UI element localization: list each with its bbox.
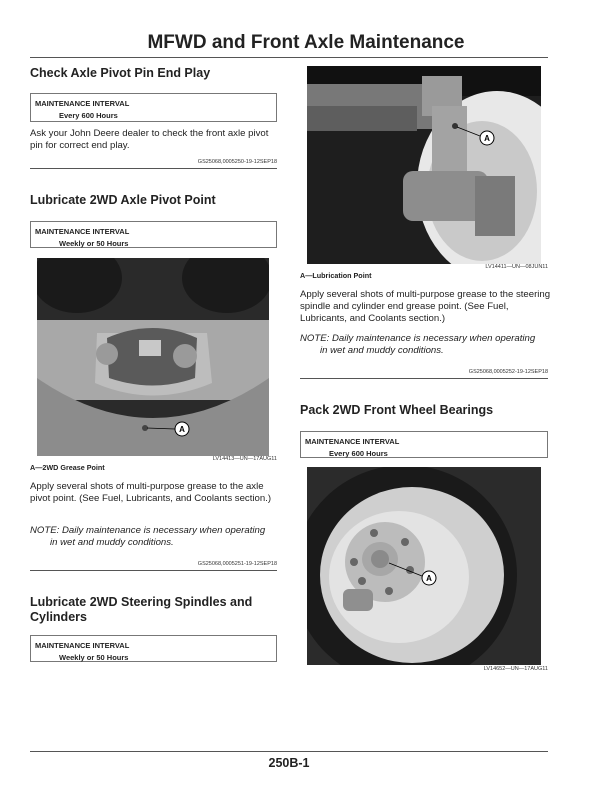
maintenance-interval-box xyxy=(300,431,548,458)
axle-pivot-photo xyxy=(37,258,269,456)
section-body: Apply several shots of multi-purpose grease to the steering spindle and cylinder end grease point. (See Fuel, Lubricants, and Coolants section.) xyxy=(300,289,551,324)
wheel-bearing-photo xyxy=(307,467,541,665)
figure-caption: A—2WD Grease Point xyxy=(30,463,105,472)
heading-line-1: Lubricate 2WD Steering Spindles and xyxy=(30,595,253,609)
note-line-2: in wet and muddy conditions. xyxy=(50,536,174,548)
callout-a: A xyxy=(484,134,490,143)
interval-label: MAINTENANCE INTERVAL xyxy=(35,641,130,650)
reference-code: GS25068,0005250-19-12SEP18 xyxy=(197,159,277,165)
note-line-2: in wet and muddy conditions. xyxy=(320,344,444,356)
reference-code: GS25068,0005251-19-12SEP18 xyxy=(197,561,277,567)
section-heading-steering-spindles xyxy=(30,595,252,625)
note-line-1: NOTE: Daily maintenance is necessary when operating xyxy=(300,333,536,344)
note-line-1: NOTE: Daily maintenance is necessary when operating xyxy=(30,525,266,536)
section-heading-front-wheel-bearings: Pack 2WD Front Wheel Bearings xyxy=(300,403,494,417)
section-rule xyxy=(30,570,277,571)
section-heading-axle-pivot-point: Lubricate 2WD Axle Pivot Point xyxy=(30,193,216,207)
page-title: MFWD and Front Axle Maintenance xyxy=(147,32,465,53)
interval-value: Weekly or 50 Hours xyxy=(59,653,129,662)
maintenance-note xyxy=(30,525,282,549)
heading-line-2: Cylinders xyxy=(30,610,87,624)
section-body: Apply several shots of multi-purpose grease to the axle pivot point. (See Fuel, Lubricants, and Coolants section.) xyxy=(30,481,272,504)
image-code: LV14652—UN—17AUG11 xyxy=(483,666,548,672)
section-rule xyxy=(300,378,548,379)
callout-a: A xyxy=(179,425,185,434)
interval-label: MAINTENANCE INTERVAL xyxy=(35,227,130,236)
footer-rule xyxy=(30,751,548,752)
steering-spindle-photo xyxy=(307,66,541,264)
title-rule xyxy=(30,57,548,58)
maintenance-interval-box xyxy=(30,221,277,248)
figure-caption: A—Lubrication Point xyxy=(300,271,372,280)
interval-value: Every 600 Hours xyxy=(59,111,118,120)
section-body: Ask your John Deere dealer to check the front axle pivot pin for correct end play. xyxy=(30,128,269,151)
maintenance-interval-box xyxy=(30,635,277,662)
interval-value: Every 600 Hours xyxy=(329,449,388,458)
image-code: LV14413—UN—17AUG11 xyxy=(212,456,277,462)
interval-label: MAINTENANCE INTERVAL xyxy=(305,437,400,446)
section-rule xyxy=(30,168,277,169)
section-heading-axle-pivot-pin: Check Axle Pivot Pin End Play xyxy=(30,66,211,80)
page-number: 250B-1 xyxy=(268,756,310,770)
image-code: LV14411—UN—08JUN11 xyxy=(485,264,548,270)
maintenance-interval-box xyxy=(30,93,277,122)
interval-label: MAINTENANCE INTERVAL xyxy=(35,99,130,108)
interval-value: Weekly or 50 Hours xyxy=(59,239,129,248)
callout-a: A xyxy=(426,574,432,583)
reference-code: GS25068,0005252-19-12SEP18 xyxy=(468,369,548,375)
maintenance-note xyxy=(300,333,552,357)
